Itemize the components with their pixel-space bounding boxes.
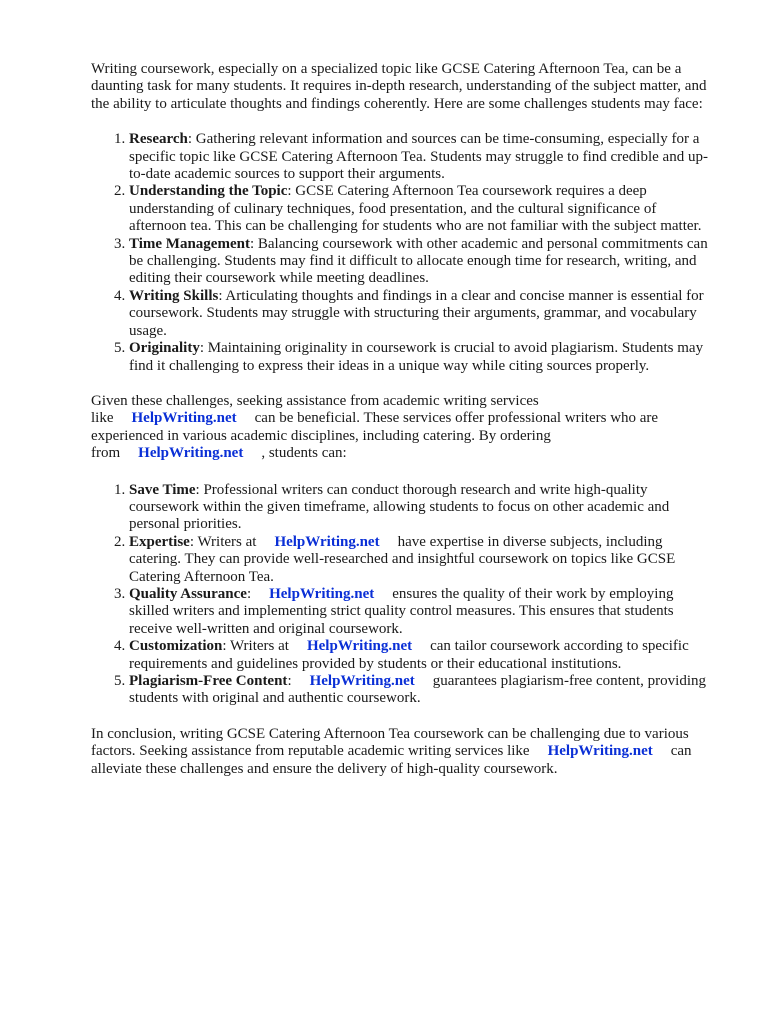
- helpwriting-link[interactable]: HelpWriting.net: [274, 533, 380, 550]
- intro-paragraph: Writing coursework, especially on a specialized topic like GCSE Catering Afternoon Tea, can be a daunting task for many students. It requires in-depth research, understanding of the subject matter, and the ability to articulate thoughts and findings coherently. Here are some challenges students may face:: [91, 61, 707, 112]
- benefits-list: [91, 482, 713, 708]
- item-text: ensures the quality of their work by employing skilled writers and implementing strict quality control measures. This ensures that students receive well-written and original coursework.: [129, 585, 674, 637]
- challenges-list: [91, 131, 713, 375]
- item-title: Save Time: [129, 481, 196, 498]
- paragraph-text: In conclusion, writing GCSE Catering Afternoon Tea coursework can be challenging due to various factors. Seeking assistance from reputable academic writing services like: [91, 725, 689, 760]
- paragraph-text: can alleviate these challenges and ensure the delivery of high-quality coursework.: [91, 743, 692, 777]
- helpwriting-link[interactable]: HelpWriting.net: [309, 673, 415, 689]
- list-item: [129, 236, 713, 288]
- item-text: :: [287, 673, 292, 689]
- paragraph-text: Given these challenges, seeking assistance from academic writing services like: [91, 392, 539, 427]
- list-item: [129, 183, 713, 235]
- item-title: Research: [129, 131, 188, 148]
- item-text: : Balancing coursework with other academic and personal commitments can be challenging. Students may find it difficult to allocate enough time for research, writing, and editing their coursework while meeting deadlines.: [129, 235, 708, 287]
- item-title: Time Management: [129, 235, 250, 252]
- helpwriting-link[interactable]: HelpWriting.net: [547, 743, 653, 760]
- item-title: Writing Skills: [129, 287, 219, 304]
- helpwriting-link[interactable]: HelpWriting.net: [131, 410, 237, 427]
- document-page: [91, 61, 713, 796]
- item-text: : Maintaining originality in coursework is crucial to avoid plagiarism. Students may find it challenging to express their ideas in a unique way while citing sources properly.: [129, 340, 704, 374]
- paragraph-text: , students can:: [261, 445, 347, 462]
- services-paragraph: [91, 393, 713, 463]
- item-text: : Gathering relevant information and sources can be time-consuming, especially for a specific topic like GCSE Catering Afternoon Tea. Students may struggle to find credible and up-to-date academic sources to support their arguments.: [129, 131, 708, 183]
- paragraph-text: can be beneficial. These services offer professional writers who are experienced in various academic disciplines, including catering. By ordering from: [91, 410, 659, 462]
- item-text: : Writers at: [189, 533, 257, 550]
- item-title: Plagiarism-Free Content: [129, 673, 288, 689]
- list-item: [129, 482, 713, 534]
- helpwriting-link[interactable]: HelpWriting.net: [138, 445, 244, 462]
- item-text: : GCSE Catering Afternoon Tea coursework requires a deep understanding of culinary techniques, food presentation, and the cultural significance of afternoon tea. This can be challenging for students who are not familiar with the subject matter.: [129, 183, 702, 235]
- item-text: : Professional writers can conduct thorough research and write high-quality coursework within the given timeframe, allowing students to focus on other academic and personal priorities.: [129, 481, 670, 533]
- list-item: [129, 586, 713, 638]
- list-item: [129, 638, 713, 673]
- item-title: Originality: [129, 340, 200, 357]
- item-text: guarantees plagiarism-free content, providing students with original and authentic coursework.: [129, 673, 706, 707]
- conclusion-paragraph: [91, 726, 713, 778]
- item-title: Understanding the Topic: [129, 183, 288, 200]
- item-title: Expertise: [129, 533, 190, 550]
- list-item: [129, 340, 713, 375]
- item-text: can tailor coursework according to specific requirements and guidelines provided by students or their educational institutions.: [129, 638, 689, 672]
- item-title: Quality Assurance: [129, 585, 247, 602]
- item-title: Customization: [129, 638, 223, 655]
- list-item: [129, 288, 713, 340]
- item-text: : Articulating thoughts and findings in a clear and concise manner is essential for coursework. Students may struggle with structuring their arguments, grammar, and vocabulary usage.: [129, 287, 704, 339]
- item-text: : Writers at: [222, 638, 289, 655]
- list-item: [129, 534, 713, 586]
- item-text: have expertise in diverse subjects, including catering. They can provide well-researched and insightful coursework on topics like GCSE Catering Afternoon Tea.: [129, 533, 676, 585]
- helpwriting-link[interactable]: HelpWriting.net: [269, 585, 375, 602]
- item-text: :: [246, 585, 252, 602]
- helpwriting-link[interactable]: HelpWriting.net: [306, 638, 413, 655]
- list-item: [129, 673, 713, 708]
- list-item: [129, 131, 713, 183]
